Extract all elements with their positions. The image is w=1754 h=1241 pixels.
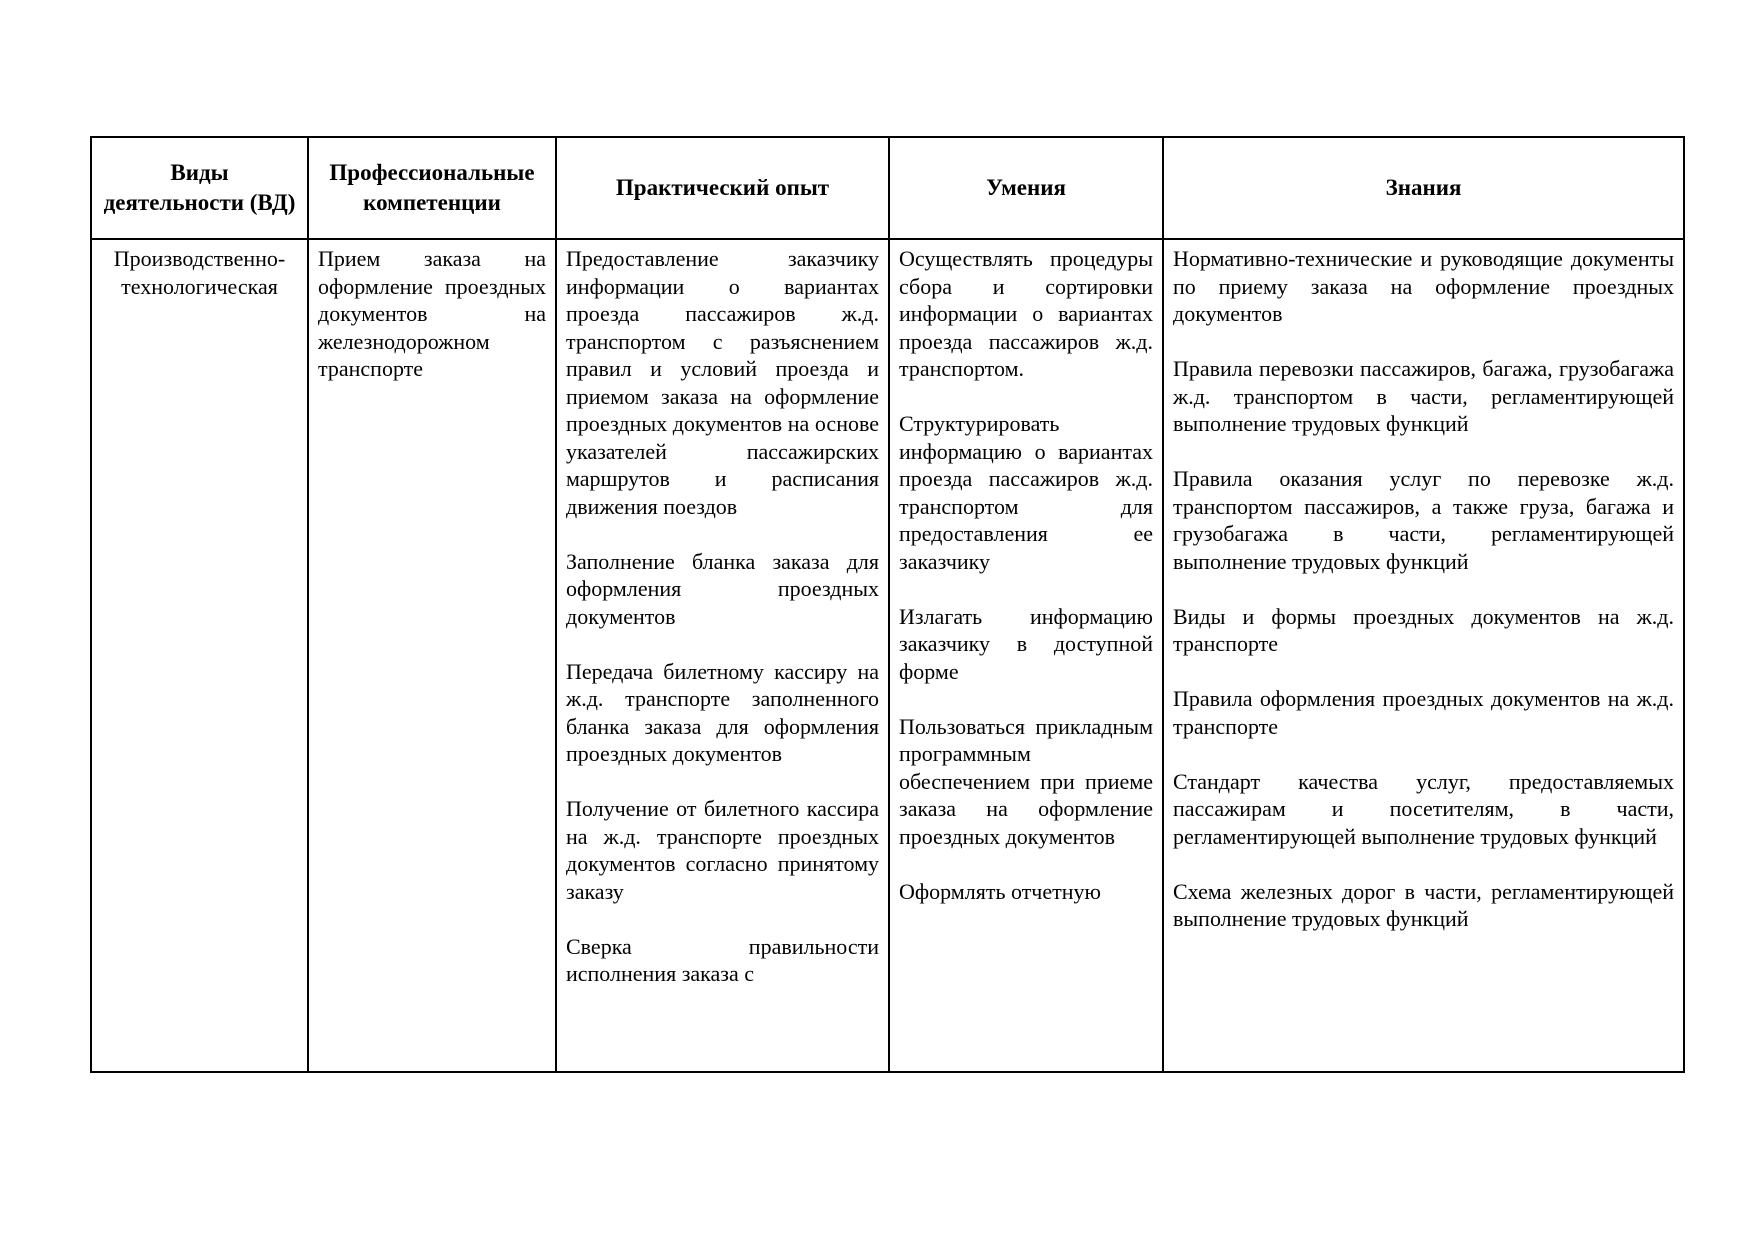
- paragraph: Нормативно-технические и руководящие документы по приему заказа на оформление проездных документов: [1173, 246, 1674, 326]
- col-header-professional-competencies: Профессиональные компетенции: [308, 137, 556, 239]
- paragraph: Сверка правильности исполнения заказа с: [566, 933, 879, 986]
- paragraph: Получение от билетного кассира на ж.д. транспорте проездных документов согласно принятому заказу: [566, 796, 879, 904]
- col-header-practical-experience: Практический опыт: [556, 137, 889, 239]
- paragraph: Схема железных дорог в части, регламентирующей выполнение трудовых функций: [1173, 878, 1674, 931]
- activity-type-text: Производственно-технологическая: [113, 246, 286, 299]
- cell-practical-experience: [556, 239, 889, 1072]
- paragraph: Правила перевозки пассажиров, багажа, грузобагажа ж.д. транспортом в части, регламентирующей выполнение трудовых функций: [1173, 356, 1674, 436]
- header-row: [91, 137, 1684, 239]
- practical-experience-text: [557, 240, 888, 1069]
- skills-text: [890, 240, 1162, 1069]
- cell-professional-competencies: [308, 239, 556, 1072]
- paragraph: Стандарт качества услуг, предоставляемых пассажирам и посетителям, в части, регламентирующей выполнение трудовых функций: [1173, 768, 1674, 849]
- col-header-activity-types: Виды деятельности (ВД): [91, 137, 308, 239]
- paragraph: Прием заказа на оформление проездных документов на железнодорожном транспорте: [318, 246, 546, 381]
- knowledge-text: [1164, 240, 1683, 1069]
- paragraph: Пользоваться прикладным программным обеспечением при приеме заказа на оформление проездных документов: [899, 713, 1153, 849]
- paragraph: Правила оказания услуг по перевозке ж.д. транспортом пассажиров, а также груза, багажа и грузобагажа в части, регламентирующей выполнение трудовых функций: [1173, 466, 1674, 574]
- competencies-table: [90, 136, 1685, 1073]
- cell-skills: [889, 239, 1163, 1072]
- paragraph: Предоставление заказчику информации о вариантах проезда пассажиров ж.д. транспортом с разъяснением правил и условий проезда и приемом заказа на оформление проездных документов на основе указателей пассажирских маршрутов и расписания движения поездов: [566, 246, 879, 519]
- paragraph: Осуществлять процедуры сбора и сортировки информации о вариантах проезда пассажиров ж.д. транспортом.: [899, 246, 1153, 381]
- paragraph: Структурировать информацию о вариантах проезда пассажиров ж.д. транспортом для предоставления ее заказчику: [899, 411, 1153, 574]
- col-header-skills: Умения: [889, 137, 1163, 239]
- col-header-knowledge: Знания: [1163, 137, 1684, 239]
- cell-knowledge: [1163, 239, 1684, 1072]
- table-row: [91, 239, 1684, 1072]
- cell-activity-type: [91, 239, 308, 1072]
- paragraph: Виды и формы проездных документов на ж.д. транспорте: [1173, 603, 1674, 656]
- competencies-text: [309, 240, 555, 1069]
- paragraph: Заполнение бланка заказа для оформления проездных документов: [566, 548, 879, 629]
- paragraph: Излагать информацию заказчику в доступной форме: [899, 603, 1153, 684]
- paragraph: Правила оформления проездных документов на ж.д. транспорте: [1173, 686, 1674, 739]
- paragraph: Передача билетному кассиру на ж.д. транспорте заполненного бланка заказа для оформления проездных документов: [566, 658, 879, 766]
- paragraph: Оформлять отчетную: [899, 878, 1101, 904]
